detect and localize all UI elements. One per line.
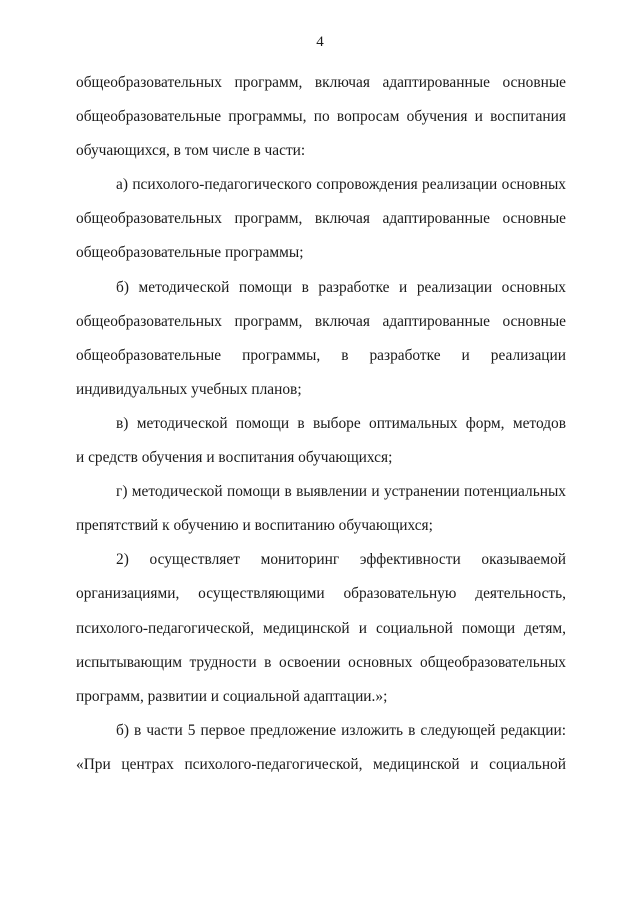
text-line: общеобразовательные программы, по вопросам обучения и воспитания xyxy=(76,108,566,126)
text-line: 2) осуществляет мониторинг эффективности оказываемой xyxy=(116,551,566,569)
text-line: а) психолого-педагогического сопровождения реализации основных xyxy=(116,176,566,194)
text-line: общеобразовательных программ, включая адаптированные основные xyxy=(76,210,566,228)
text-line: индивидуальных учебных планов; xyxy=(76,380,302,398)
document-body xyxy=(76,66,566,782)
text-line: организациями, осуществляющими образовательную деятельность, xyxy=(76,585,566,603)
text-line: программ, развитии и социальной адаптации.»; xyxy=(76,687,388,705)
text-line: в) методической помощи в выборе оптимальных форм, методов xyxy=(116,414,566,432)
page-number: 4 xyxy=(316,34,324,50)
text-line: б) в части 5 первое предложение изложить в следующей редакции: xyxy=(116,721,566,739)
text-line: общеобразовательных программ, включая адаптированные основные xyxy=(76,312,566,330)
text-line: препятствий к обучению и воспитанию обучающихся; xyxy=(76,517,433,535)
text-line: испытывающим трудности в освоении основных общеобразовательных xyxy=(76,653,566,671)
text-line: психолого-педагогической, медицинской и социальной помощи детям, xyxy=(76,619,566,637)
text-line: б) методической помощи в разработке и реализации основных xyxy=(116,278,566,296)
text-line: обучающихся, в том числе в части: xyxy=(76,142,306,160)
text-line: общеобразовательные программы; xyxy=(76,244,304,262)
text-line: общеобразовательные программы, в разработке и реализации xyxy=(76,346,566,364)
text-line: и средств обучения и воспитания обучающихся; xyxy=(76,449,393,467)
text-line: г) методической помощи в выявлении и устранении потенциальных xyxy=(116,483,566,501)
text-line: общеобразовательных программ, включая адаптированные основные xyxy=(76,74,566,91)
text-line: «При центрах психолого-педагогической, медицинской и социальной xyxy=(76,755,566,773)
